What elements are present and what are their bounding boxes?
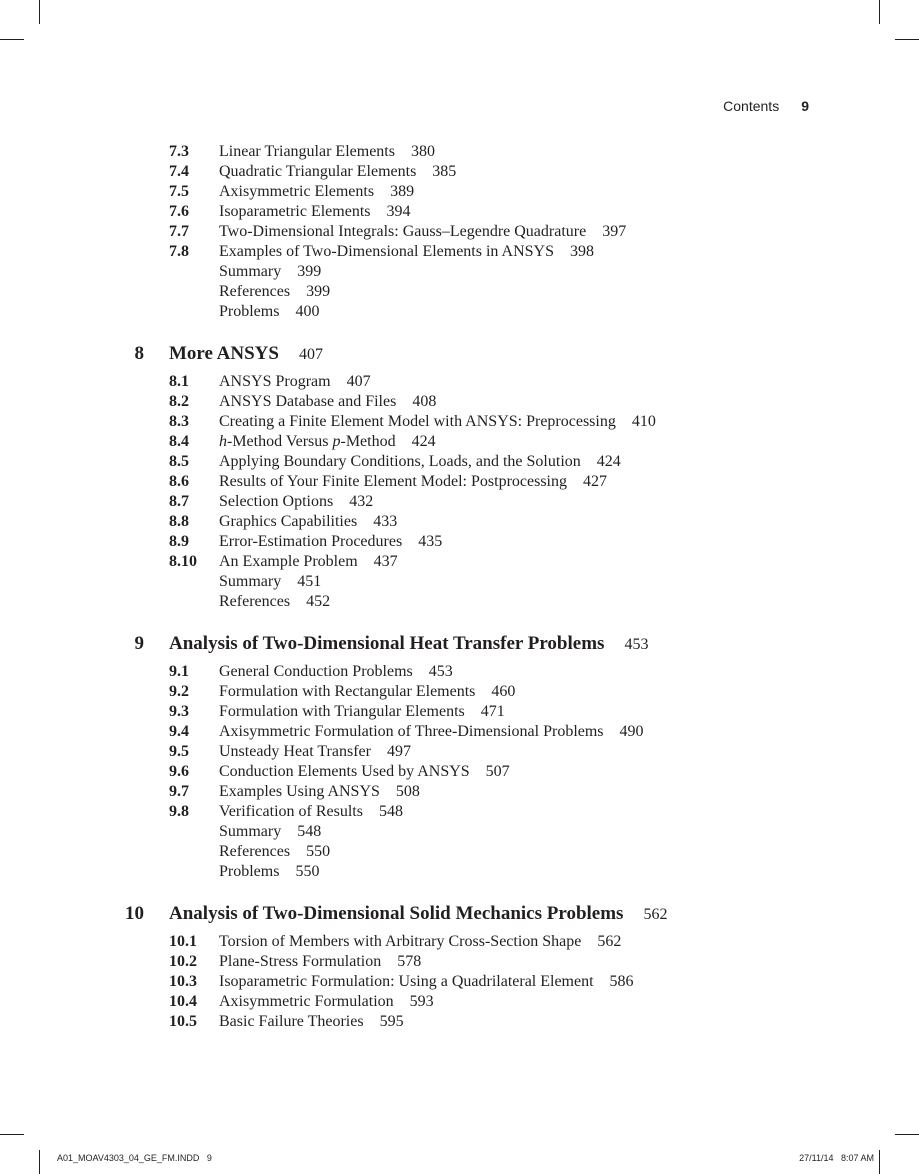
chapter-title <box>169 902 667 927</box>
toc-entry <box>0 432 919 452</box>
toc-entry <box>0 682 919 702</box>
section-title-text: Quadratic Triangular Elements <box>219 163 417 180</box>
chapter-number: 9 <box>134 633 144 654</box>
toc-entry <box>0 1012 919 1032</box>
toc-entry <box>0 282 919 302</box>
crop-mark-top-left <box>0 39 24 40</box>
section-number: 8.6 <box>169 473 189 490</box>
toc-entry <box>0 862 919 882</box>
running-head-label: Contents <box>723 98 780 114</box>
chapter-page-number: 453 <box>624 636 649 653</box>
section-title-text: Summary <box>219 823 282 840</box>
section-title <box>219 262 321 282</box>
section-title <box>219 432 436 452</box>
section-title-text: Problems <box>219 303 280 320</box>
toc-entry <box>0 822 919 842</box>
section-title <box>219 302 319 322</box>
toc-entry <box>0 572 919 592</box>
section-page-number: 562 <box>597 933 622 950</box>
toc-entry <box>0 512 919 532</box>
page-number: 9 <box>801 98 809 114</box>
section-title-italic: p <box>332 433 341 450</box>
section-title-text: Plane-Stress Formulation <box>219 953 382 970</box>
section-title-text: Selection Options <box>219 493 334 510</box>
toc-entry <box>0 452 919 472</box>
section-title-text: Formulation with Triangular Elements <box>219 703 465 720</box>
section-title <box>219 282 330 302</box>
chapter-number: 10 <box>125 903 144 924</box>
crop-mark-bottom-right <box>879 1150 880 1174</box>
section-title <box>219 822 321 842</box>
section-title-text: Axisymmetric Formulation of Three-Dimensional Problems <box>219 723 604 740</box>
section-title-text: Creating a Finite Element Model with ANSYS: Preprocessing <box>219 413 616 430</box>
toc-entry <box>0 552 919 572</box>
slug-date-time: 27/11/14 8:07 AM <box>799 1153 874 1163</box>
section-page-number: 451 <box>297 573 322 590</box>
toc-entry <box>0 142 919 162</box>
section-title <box>219 202 411 222</box>
section-title-text: Linear Triangular Elements <box>219 143 395 160</box>
toc-entry <box>0 242 919 262</box>
section-title-text: Examples Using ANSYS <box>219 783 380 800</box>
toc-entry <box>0 222 919 242</box>
table-of-contents <box>0 142 919 1032</box>
section-number: 10.4 <box>169 993 197 1010</box>
section-title <box>219 512 397 532</box>
section-number: 9.5 <box>169 743 189 760</box>
section-title <box>219 762 510 782</box>
section-page-number: 578 <box>397 953 422 970</box>
toc-entry <box>0 722 919 742</box>
section-page-number: 586 <box>609 973 634 990</box>
toc-entry <box>0 802 919 822</box>
section-page-number: 380 <box>410 143 435 160</box>
section-title <box>219 992 434 1012</box>
section-page-number: 394 <box>386 203 411 220</box>
crop-mark-top-right <box>895 39 919 40</box>
section-page-number: 397 <box>602 223 627 240</box>
toc-entry <box>0 972 919 992</box>
section-title <box>219 842 330 862</box>
section-title-text: Conduction Elements Used by ANSYS <box>219 763 470 780</box>
toc-entry <box>0 992 919 1012</box>
section-title-text: Basic Failure Theories <box>219 1013 364 1030</box>
section-title-text: References <box>219 593 291 610</box>
section-title-text: Summary <box>219 263 282 280</box>
section-title <box>219 222 626 242</box>
section-page-number: 385 <box>432 163 457 180</box>
toc-entry <box>0 952 919 972</box>
section-page-number: 407 <box>346 373 371 390</box>
chapter-page-number: 407 <box>298 346 323 363</box>
toc-entry <box>0 782 919 802</box>
toc-entry <box>0 372 919 392</box>
section-page-number: 550 <box>306 843 331 860</box>
section-page-number: 490 <box>619 723 644 740</box>
section-title <box>219 572 321 592</box>
section-title-text: Axisymmetric Elements <box>219 183 375 200</box>
section-title <box>219 372 371 392</box>
section-title-text: Error-Estimation Procedures <box>219 533 403 550</box>
section-page-number: 389 <box>390 183 415 200</box>
section-title-text: General Conduction Problems <box>219 663 413 680</box>
chapter-title <box>169 342 323 367</box>
chapter-heading <box>0 342 919 366</box>
section-title <box>219 682 515 702</box>
section-number: 9.6 <box>169 763 189 780</box>
chapter-page-number: 562 <box>643 906 668 923</box>
section-page-number: 471 <box>480 703 505 720</box>
section-title <box>219 722 644 742</box>
section-title <box>219 492 373 512</box>
spacer <box>0 882 919 902</box>
section-page-number: 497 <box>386 743 411 760</box>
toc-entry <box>0 762 919 782</box>
section-title-text: ANSYS Program <box>219 373 331 390</box>
section-number: 8.7 <box>169 493 189 510</box>
running-head <box>723 98 809 114</box>
section-title <box>219 972 634 992</box>
section-page-number: 424 <box>411 433 436 450</box>
toc-entry <box>0 742 919 762</box>
section-number: 7.4 <box>169 163 189 180</box>
section-number: 8.9 <box>169 533 189 550</box>
section-page-number: 399 <box>306 283 331 300</box>
section-title-text: Formulation with Rectangular Elements <box>219 683 476 700</box>
crop-mark-top-left <box>39 0 40 24</box>
section-page-number: 408 <box>412 393 437 410</box>
toc-entry <box>0 412 919 432</box>
toc-entry <box>0 592 919 612</box>
section-title <box>219 592 330 612</box>
section-number: 7.3 <box>169 143 189 160</box>
section-title <box>219 782 420 802</box>
section-number: 8.1 <box>169 373 189 390</box>
section-page-number: 433 <box>373 513 398 530</box>
section-number: 9.1 <box>169 663 189 680</box>
section-number: 9.3 <box>169 703 189 720</box>
chapter-title-text: Analysis of Two-Dimensional Solid Mechanics Problems <box>169 903 624 924</box>
section-page-number: 432 <box>349 493 374 510</box>
spacer <box>0 612 919 632</box>
toc-entry <box>0 392 919 412</box>
toc-entry <box>0 842 919 862</box>
chapter-title <box>169 632 648 657</box>
section-title <box>219 702 505 722</box>
section-title-part: -Method <box>340 433 396 450</box>
section-number: 9.7 <box>169 783 189 800</box>
toc-entry <box>0 182 919 202</box>
section-page-number: 424 <box>596 453 621 470</box>
section-number: 9.4 <box>169 723 189 740</box>
section-title <box>219 392 436 412</box>
chapter-title-text: Analysis of Two-Dimensional Heat Transfer Problems <box>169 633 605 654</box>
crop-mark-bottom-left <box>39 1150 40 1174</box>
chapter-heading <box>0 902 919 926</box>
section-page-number: 453 <box>428 663 453 680</box>
section-title <box>219 412 656 432</box>
section-page-number: 437 <box>373 553 398 570</box>
section-title <box>219 802 403 822</box>
section-title <box>219 932 621 952</box>
section-page-number: 399 <box>297 263 322 280</box>
crop-mark-bottom-left <box>0 1134 24 1135</box>
toc-entry <box>0 662 919 682</box>
section-page-number: 507 <box>485 763 510 780</box>
section-page-number: 452 <box>306 593 331 610</box>
section-title-text: Verification of Results <box>219 803 363 820</box>
section-title-text: Examples of Two-Dimensional Elements in ANSYS <box>219 243 554 260</box>
toc-entry <box>0 932 919 952</box>
chapter-title-text: More ANSYS <box>169 343 279 364</box>
crop-mark-top-right <box>879 0 880 24</box>
section-title <box>219 472 607 492</box>
toc-entry <box>0 492 919 512</box>
section-page-number: 435 <box>418 533 443 550</box>
toc-entry <box>0 262 919 282</box>
section-number: 7.8 <box>169 243 189 260</box>
section-title-text: Isoparametric Formulation: Using a Quadrilateral Element <box>219 973 594 990</box>
section-page-number: 400 <box>295 303 320 320</box>
section-page-number: 548 <box>378 803 403 820</box>
section-page-number: 593 <box>409 993 434 1010</box>
crop-mark-bottom-right <box>895 1134 919 1135</box>
section-number: 9.2 <box>169 683 189 700</box>
section-title-text: Axisymmetric Formulation <box>219 993 394 1010</box>
chapter-heading <box>0 632 919 656</box>
section-number: 8.2 <box>169 393 189 410</box>
section-page-number: 550 <box>295 863 320 880</box>
section-title-text: References <box>219 283 291 300</box>
section-number: 8.5 <box>169 453 189 470</box>
section-title <box>219 142 435 162</box>
section-number: 8.10 <box>169 553 197 570</box>
section-number: 9.8 <box>169 803 189 820</box>
section-number: 7.6 <box>169 203 189 220</box>
section-number: 8.3 <box>169 413 189 430</box>
slug-file-name: A01_MOAV4303_04_GE_FM.INDD 9 <box>57 1153 212 1163</box>
section-title-text: Problems <box>219 863 280 880</box>
section-page-number: 410 <box>631 413 656 430</box>
section-page-number: 460 <box>491 683 516 700</box>
section-title-text: Graphics Capabilities <box>219 513 358 530</box>
section-title-text: Results of Your Finite Element Model: Postprocessing <box>219 473 567 490</box>
section-number: 7.7 <box>169 223 189 240</box>
section-title-text: ANSYS Database and Files <box>219 393 397 410</box>
section-number: 7.5 <box>169 183 189 200</box>
section-title <box>219 532 442 552</box>
section-page-number: 595 <box>379 1013 404 1030</box>
section-number: 10.5 <box>169 1013 197 1030</box>
section-title <box>219 162 456 182</box>
section-number: 10.3 <box>169 973 197 990</box>
section-title <box>219 1012 404 1032</box>
section-number: 10.1 <box>169 933 197 950</box>
section-page-number: 508 <box>395 783 420 800</box>
spacer <box>0 322 919 342</box>
section-title <box>219 662 453 682</box>
chapter-number: 8 <box>134 343 144 364</box>
toc-entry <box>0 302 919 322</box>
section-number: 10.2 <box>169 953 197 970</box>
section-title <box>219 742 411 762</box>
section-title <box>219 552 398 572</box>
section-title-text: Unsteady Heat Transfer <box>219 743 371 760</box>
section-title <box>219 452 621 472</box>
section-title <box>219 952 421 972</box>
section-number: 8.4 <box>169 433 189 450</box>
section-page-number: 427 <box>583 473 607 490</box>
section-title-text: Torsion of Members with Arbitrary Cross-Section Shape <box>219 933 582 950</box>
section-title-text: Isoparametric Elements <box>219 203 371 220</box>
toc-entry <box>0 162 919 182</box>
section-page-number: 548 <box>297 823 322 840</box>
section-title-part: -Method Versus <box>227 433 333 450</box>
section-title-text: Two-Dimensional Integrals: Gauss–Legendre Quadrature <box>219 223 587 240</box>
toc-entry <box>0 702 919 722</box>
section-title <box>219 182 414 202</box>
toc-entry <box>0 532 919 552</box>
section-title <box>219 862 319 882</box>
toc-entry <box>0 472 919 492</box>
section-title <box>219 242 594 262</box>
section-title-text: Summary <box>219 573 282 590</box>
toc-entry <box>0 202 919 222</box>
section-title-text: Applying Boundary Conditions, Loads, and the Solution <box>219 453 581 470</box>
section-number: 8.8 <box>169 513 189 530</box>
section-title-text: An Example Problem <box>219 553 358 570</box>
section-title-italic: h <box>219 433 227 450</box>
section-title-text: References <box>219 843 291 860</box>
section-page-number: 398 <box>570 243 594 260</box>
